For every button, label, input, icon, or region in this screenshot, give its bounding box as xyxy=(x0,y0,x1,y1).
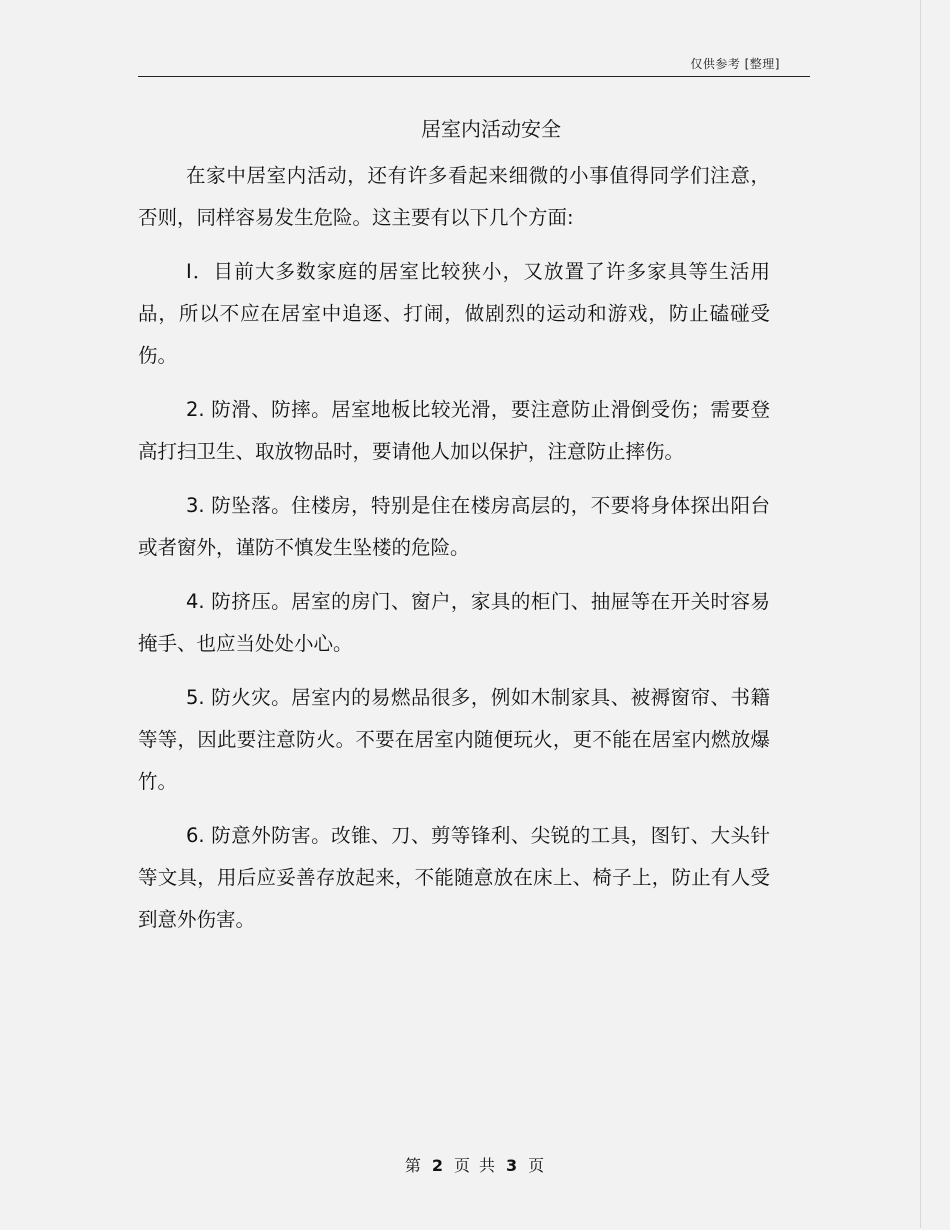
footer-prefix: 第 xyxy=(404,1156,422,1175)
paragraph-item-1: I．目前大多数家庭的居室比较狭小，又放置了许多家具等生活用品，所以不应在居室中追逐、打闹，做剧烈的运动和游戏，防止磕碰受伤。 xyxy=(138,260,770,367)
paragraph-item-5: 5. 防火灾。居室内的易燃品很多，例如木制家具、被褥窗帘、书籍等等，因此要注意防火。不要在居室内随便玩火，更不能在居室内燃放爆竹。 xyxy=(138,686,770,793)
footer-total-pages: 3 xyxy=(506,1156,519,1175)
page-footer xyxy=(0,1153,950,1176)
paragraph-item-2: 2. 防滑、防摔。居室地板比较光滑，要注意防止滑倒受伤；需要登高打扫卫生、取放物品时，要请他人加以保护，注意防止摔伤。 xyxy=(138,398,770,463)
footer-page-word: 页 xyxy=(453,1156,471,1175)
footer-suffix: 页 xyxy=(528,1156,546,1175)
document-body xyxy=(138,155,770,953)
footer-total-word: 共 xyxy=(479,1156,497,1175)
document-title: 居室内活动安全 xyxy=(421,117,561,141)
paragraph-intro: 在家中居室内活动，还有许多看起来细微的小事值得同学们注意，否则，同样容易发生危险。这主要有以下几个方面: xyxy=(138,164,770,229)
footer-current-page: 2 xyxy=(431,1156,444,1175)
paragraph-item-3: 3. 防坠落。住楼房，特别是住在楼房高层的，不要将身体探出阳台或者窗外，谨防不慎发生坠楼的危险。 xyxy=(138,494,770,559)
header-divider xyxy=(138,76,810,77)
header-note: 仅供参考 [整理] xyxy=(690,57,780,71)
paragraph-item-6: 6. 防意外防害。改锥、刀、剪等锋利、尖锐的工具，图钉、大头针等文具，用后应妥善存放起来，不能随意放在床上、椅子上，防止有人受到意外伤害。 xyxy=(138,824,770,931)
paragraph-item-4: 4. 防挤压。居室的房门、窗户，家具的柜门、抽屉等在开关时容易掩手、也应当处处小心。 xyxy=(138,590,770,655)
